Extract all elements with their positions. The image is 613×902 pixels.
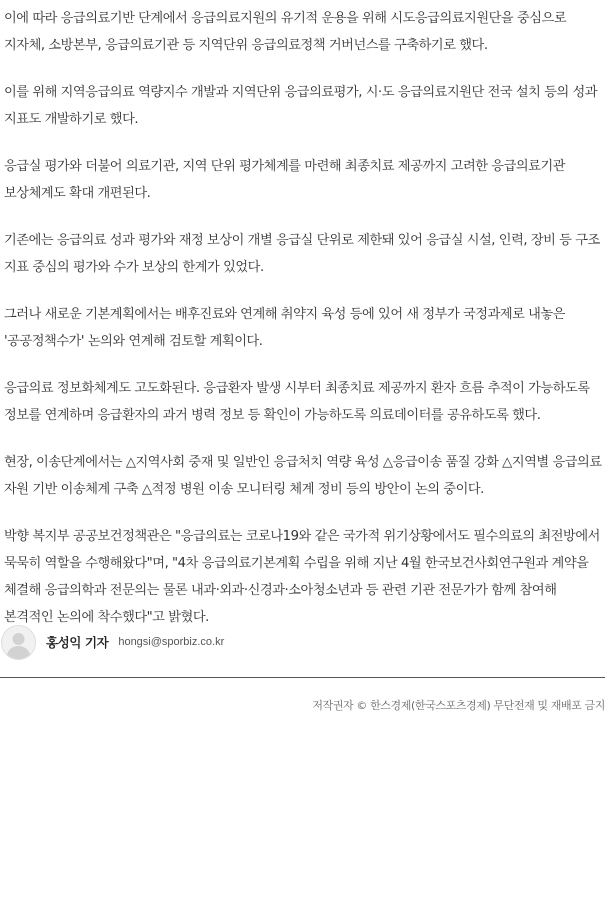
footer-divider: [0, 677, 605, 678]
author-name[interactable]: 홍성익 기자: [46, 635, 109, 650]
article-paragraph: 그러나 새로운 기본계획에서는 배후진료와 연계해 취약지 육성 등에 있어 새 정부가 국정과제로 내놓은 '공공정책수가' 논의와 연계해 검토할 계획이다.: [4, 307, 566, 349]
article-paragraph: 응급실 평가와 더불어 의료기관, 지역 단위 평가체계를 마련해 최종치료 제공까지 고려한 응급의료기관 보상체계도 확대 개편된다.: [4, 159, 566, 201]
author-email-link[interactable]: hongsi@sporbiz.co.kr: [118, 636, 225, 648]
article-paragraph: 기존에는 응급의료 성과 평가와 재정 보상이 개별 응급실 단위로 제한돼 있어 응급실 시설, 인력, 장비 등 구조 지표 중심의 평가와 수가 보상의 한계가 있었다.: [4, 233, 600, 275]
article-paragraph: 현장, 이송단계에서는 △지역사회 중재 및 일반인 응급처치 역량 육성 △응급이송 품질 강화 △지역별 응급의료 자원 기반 이송체계 구축 △적정 병원 이송 모니터링 체계 정비 등의 방안이 논의 중이다.: [4, 455, 602, 497]
article-paragraph: 응급의료 정보화체계도 고도화된다. 응급환자 발생 시부터 최종치료 제공까지 환자 흐름 추적이 가능하도록 정보를 연계하며 응급환자의 과거 병력 정보 등 확인이 가능하도록 의료데이터를 공유하도록 했다.: [4, 381, 590, 423]
article-paragraph: 박향 복지부 공공보건정책관은 "응급의료는 코로나19와 같은 국가적 위기상황에서도 필수의료의 최전방에서 묵묵히 역할을 수행해왔다"며, "4차 응급의료기본계획 수립을 위해 지난 4월 한국보건사회연구원과 계약을 체결해 응급의학과 전문의는 물론 내과·외과·신경과·소아청소년과 등 관련 기관 전문가가 함께 참여해 본격적인 논의에 착수했다"고 밝혔다.: [4, 529, 600, 625]
author-byline: [0, 622, 224, 662]
copyright-notice: 저작권자 © 한스경제(한국스포츠경제) 무단전재 및 재배포 금지: [312, 699, 605, 712]
user-avatar-icon: [1, 625, 36, 660]
article-paragraph: 이를 위해 지역응급의료 역량지수 개발과 지역단위 응급의료평가, 시·도 응급의료지원단 전국 설치 등의 성과 지표도 개발하기로 했다.: [4, 85, 598, 127]
article-paragraph: 이에 따라 응급의료기반 단계에서 응급의료지원의 유기적 운용을 위해 시도응급의료지원단을 중심으로 지자체, 소방본부, 응급의료기관 등 지역단위 응급의료정책 거버넌스를 구축하기로 했다.: [4, 11, 567, 53]
article-body: [4, 0, 608, 651]
